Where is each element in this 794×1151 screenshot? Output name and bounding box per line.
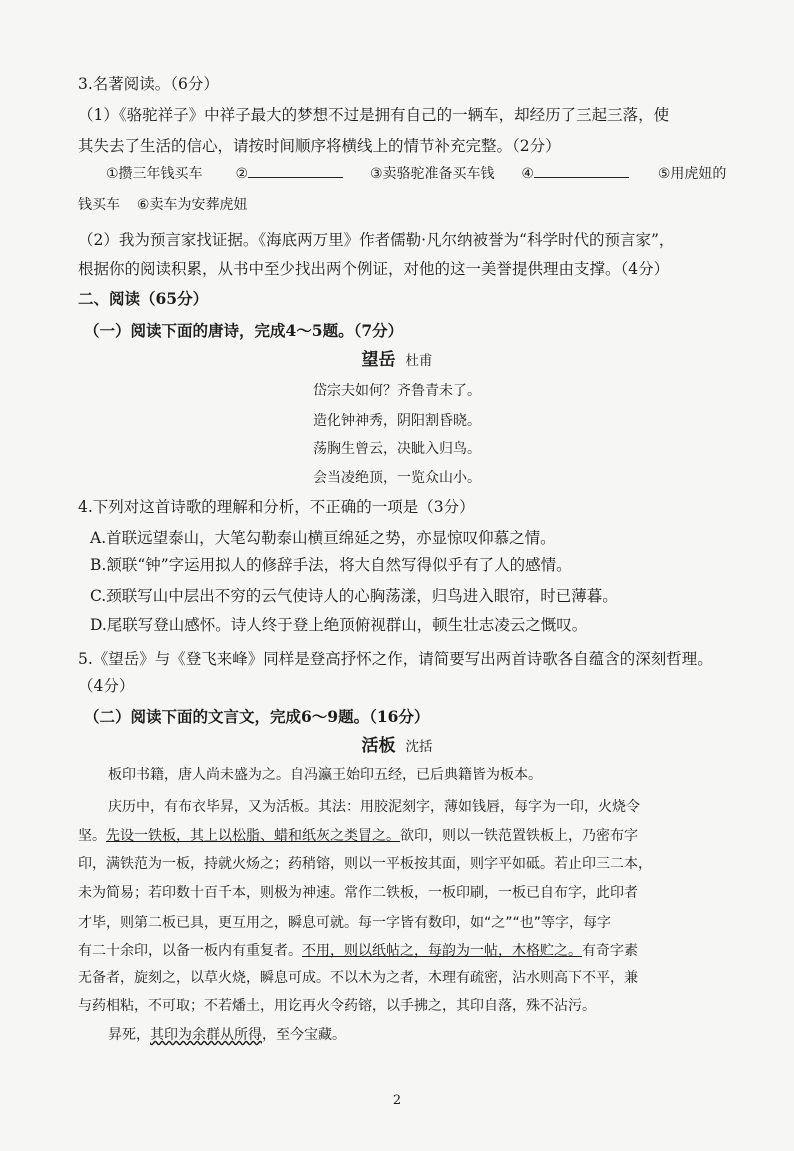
text-line-5: 未为简易；若印数十百千本，则极为神速。常作二铁板，一板印刷，一板已自布字，此印者 [78,885,638,901]
poem-line-1: 岱宗夫如何？齐鲁青未了。 [313,383,481,399]
q3-part1-line1: （1）《骆驼祥子》中祥子最大的梦想不过是拥有自己的一辆车，却经历了三起三落，使 [78,106,670,124]
poem-title: 望岳 杜甫 [361,350,433,370]
q3-part2-line2: 根据你的阅读积累，从书中至少找出两个例证，对他的这一美誉提供理由支撑。（4分） [78,260,670,278]
question-4-stem: 4.下列对这首诗歌的理解和分析，不正确的一项是（3分） [78,498,475,516]
plot-step-1: ①攒三年钱买车 [106,166,203,182]
plot-step-row [106,163,726,185]
text-line-4: 印，满铁范为一板，持就火炀之；药稍镕，则以一平板按其面，则字平如砥。若止印三二本， [78,856,652,872]
poem-line-4: 会当凌绝顶，一览众山小。 [313,470,481,486]
q3-part2-line1: （2）我为预言家找证据。《海底两万里》作者儒勒·凡尔纳被誉为“科学时代的预言家”， [78,231,675,249]
plot-step-5: ⑤用虎妞的 [657,166,727,182]
poem-line-3: 荡胸生曾云，决眦入归鸟。 [313,441,481,457]
page-number: 2 [392,1093,402,1108]
plot-step-2-label: ② [235,166,249,182]
text-line-10: 昇死，其印为余群从所得，至今宝藏。 [108,1027,346,1043]
wavy-underlined-phrase: 其印为余群从所得 [150,1027,262,1043]
option-d: D.尾联写登山感怀。诗人终于登上绝顶俯视群山，顿生壮志凌云之慨叹。 [90,616,588,634]
underlined-sentence-2: 不用，则以纸帖之，每韵为一帖，木格贮之。 [302,943,582,959]
part-1-heading: （一）阅读下面的唐诗，完成4～5题。（7分） [84,321,404,340]
text-line-9: 与药相粘，不可取；不若燔土，用讫再火令药镕，以手拂之，其印自落，殊不沾污。 [78,998,596,1014]
plot-step-5-cont: 钱买车 [78,197,120,213]
plot-step-4-label: ④ [521,166,534,182]
question-5-line1: 5.《望岳》与《登飞来峰》同样是登高抒怀之作，请简要写出两首诗歌各自蕴含的深刻哲理。 [78,650,713,668]
option-c: C.颈联写山中层出不穷的云气使诗人的心胸荡漾，归鸟进入眼帘，时已薄暮。 [90,587,618,605]
text-line-6: 才毕，则第二板已具，更互用之，瞬息可就。每一字皆有数印，如“之”“也”等字，每字 [78,915,612,931]
text-line-1: 板印书籍，唐人尚未盛为之。自冯瀛王始印五经，已后典籍皆为板本。 [108,767,542,783]
question-5-line2: （4分） [78,677,135,695]
part-2-heading: （二）阅读下面的文言文，完成6～9题。（16分） [84,707,430,726]
question-3-heading: 3.名著阅读。（6分） [78,75,219,93]
text-line-7: 有二十余印，以备一板内有重复者。不用，则以纸帖之，每韵为一帖，木格贮之。有奇字素 [78,943,638,959]
plot-step-4-blank[interactable] [534,163,629,178]
plot-step-row-2 [78,194,247,216]
text-title: 活板 沈括 [361,736,433,756]
underlined-sentence-1: 先设一铁板，其上以松脂、蜡和纸灰之类冒之。 [106,828,400,844]
option-a: A.首联远望泰山，大笔勾勒泰山横亘绵延之势，亦显惊叹仰慕之情。 [90,529,556,547]
poem-line-2: 造化钟神秀，阴阳割昏晓。 [313,413,481,429]
plot-step-6: ⑥卖车为安葬虎妞 [136,197,248,213]
q3-part1-line2: 其失去了生活的信心，请按时间顺序将横线上的情节补充完整。（2分） [78,137,561,155]
text-author: 沈括 [405,739,433,755]
text-line-3: 坚。先设一铁板，其上以松脂、蜡和纸灰之类冒之。欲印，则以一铁范置铁板上，乃密布字 [78,828,638,844]
text-line-2: 庆历中，有布衣毕昇，又为活板。其法：用胶泥刻字，薄如钱唇，每字为一印，火烧令 [108,799,640,815]
section-2-heading: 二、阅读（65分） [78,289,209,308]
plot-step-2-blank[interactable] [248,163,343,178]
option-b: B.颔联“钟”字运用拟人的修辞手法，将大自然写得似乎有了人的感情。 [90,556,572,574]
text-line-8: 无备者，旋刻之，以草火烧，瞬息可成。不以木为之者，木理有疏密，沾水则高下不平，兼 [78,970,638,986]
poem-author: 杜甫 [405,353,433,369]
plot-step-3: ③卖骆驼准备买车钱 [369,166,495,182]
